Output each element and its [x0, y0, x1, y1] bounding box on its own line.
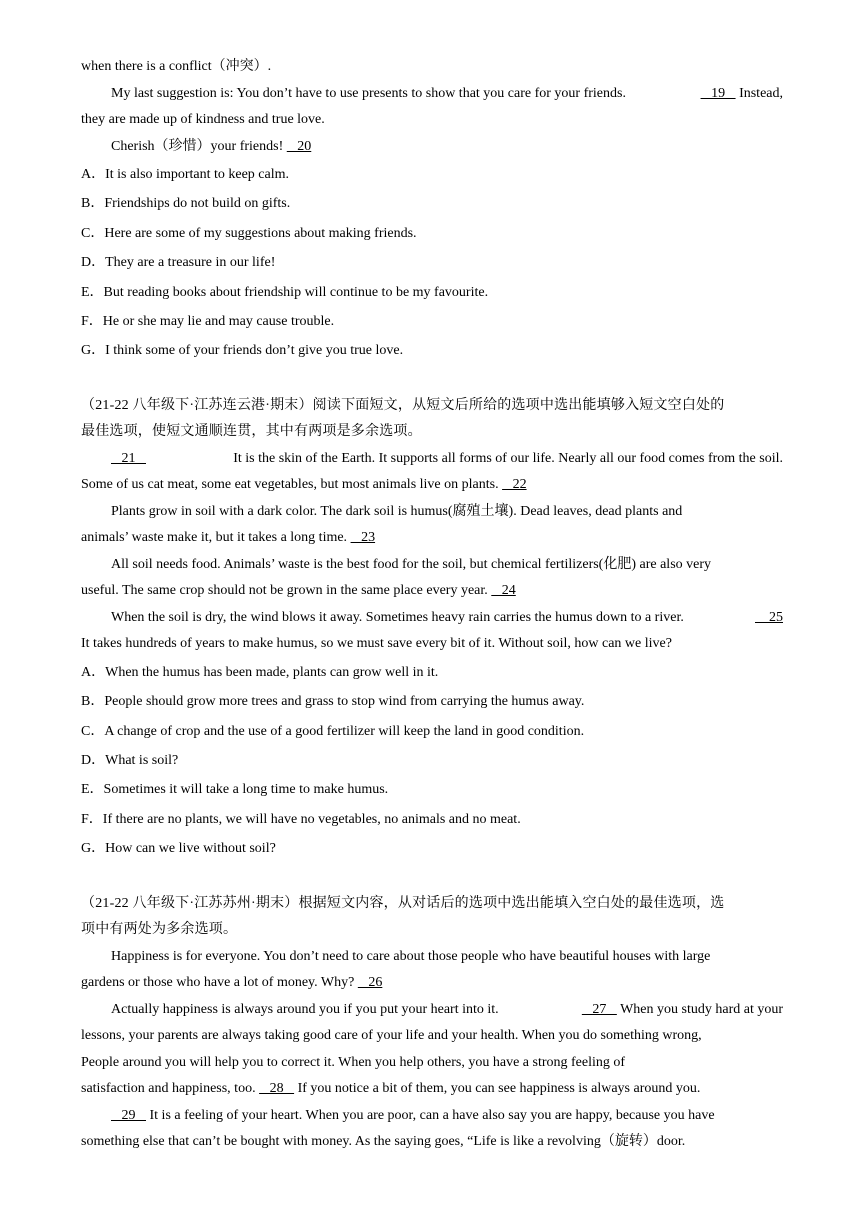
option-item: E．But reading books about friendship will continue to be my favourite.	[81, 284, 489, 300]
text-span: Instead,	[735, 85, 783, 101]
blank-22[interactable]: 22	[502, 477, 527, 493]
text-span	[582, 997, 783, 1024]
text-span: It is the skin of the Earth. It supports all forms of our life. Nearly all our food comes from the soil.	[233, 450, 783, 466]
paragraph-line	[81, 134, 783, 161]
blank-20[interactable]: 20	[286, 138, 312, 154]
option-item: C．A change of crop and the use of a good fertilizer will keep the land in good condition.	[81, 723, 585, 739]
paragraph-line	[81, 1103, 783, 1130]
paragraph-line: People around you will help you to correct it. When you help others, you have a strong feeling of	[81, 1054, 626, 1070]
blank-28[interactable]: 28	[259, 1081, 295, 1097]
paragraph-line	[81, 525, 783, 552]
paragraph-line: Plants grow in soil with a dark color. The dark soil is humus(腐殖土壤). Dead leaves, dead plants and	[111, 503, 683, 519]
question-header: 项中有两处为多余选项。	[81, 922, 238, 938]
paragraph-line: something else that can’t be bought with money. As the saying goes, “Life is like a revolving（旋转）door.	[81, 1134, 686, 1150]
option-item: F．If there are no plants, we will have no vegetables, no animals and no meat.	[81, 811, 521, 827]
option-item: B．People should grow more trees and grass to stop wind from carrying the humus away.	[81, 694, 585, 710]
section-gap	[81, 366, 783, 393]
option-item: G．I think some of your friends don’t give you true love.	[81, 343, 404, 359]
paragraph-continuation: when there is a conflict（冲突）.	[81, 59, 272, 74]
paragraph-line: they are made up of kindness and true love.	[81, 112, 325, 127]
option-item: B．Friendships do not build on gifts.	[81, 196, 291, 212]
blank-21[interactable]: 21	[111, 450, 146, 466]
text-span: When the soil is dry, the wind blows it away. Sometimes heavy rain carries the humus down to a river.	[111, 609, 684, 625]
paragraph-line	[81, 578, 783, 605]
blank-23[interactable]: 23	[350, 530, 376, 546]
blank-24[interactable]: 24	[491, 583, 516, 599]
option-item: F．He or she may lie and may cause trouble.	[81, 314, 335, 330]
blank-26[interactable]: 26	[357, 975, 383, 991]
paragraph-line	[81, 605, 783, 632]
text-span: It is a feeling of your heart. When you are poor, can a have also say you are happy, because you have	[146, 1107, 715, 1123]
text-span: Cherish（珍惜）your friends!	[111, 138, 287, 154]
paragraph-line	[81, 970, 783, 997]
blank-19[interactable]: 19	[700, 85, 736, 101]
text-span: If you notice a bit of them, you can see happiness is always around you.	[294, 1081, 701, 1097]
question-header: （21-22 八年级下·江苏连云港·期末）阅读下面短文，从短文后所给的选项中选出能填够入短文空白处的	[81, 397, 725, 413]
text-span	[111, 446, 146, 473]
text-span: useful. The same crop should not be grown in the same place every year.	[81, 583, 492, 599]
option-item: G．How can we live without soil?	[81, 841, 276, 857]
paragraph-line: It takes hundreds of years to make humus, so we must save every bit of it. Without soil, how can we live?	[81, 636, 672, 652]
text-span: animals’ waste make it, but it takes a long time.	[81, 530, 351, 546]
option-list	[81, 160, 783, 366]
blank-25[interactable]: 25	[755, 609, 783, 625]
text-span: gardens or those who have a lot of money. Why?	[81, 975, 358, 991]
text-span: Some of us cat meat, some eat vegetables, but most animals live on plants.	[81, 477, 503, 493]
paragraph-line: All soil needs food. Animals’ waste is the best food for the soil, but chemical fertilizers(化肥) are also very	[111, 556, 712, 572]
blank-27[interactable]: 27	[581, 1001, 617, 1017]
text-span: satisfaction and happiness, too.	[81, 1081, 260, 1097]
option-item: A．When the humus has been made, plants can grow well in it.	[81, 664, 439, 680]
text-span: Actually happiness is always around you if you put your heart into it.	[111, 1001, 499, 1017]
text-span: When you study hard at your	[616, 1001, 783, 1017]
section-gap	[81, 864, 783, 891]
paragraph-line	[81, 1076, 783, 1103]
option-item: D．What is soil?	[81, 753, 179, 769]
text-span	[701, 81, 783, 108]
blank-29[interactable]: 29	[111, 1107, 146, 1123]
paragraph-line	[81, 472, 783, 499]
option-item: C．Here are some of my suggestions about making friends.	[81, 225, 417, 241]
option-item: A．It is also important to keep calm.	[81, 167, 290, 182]
paragraph-line	[81, 81, 783, 108]
paragraph-line	[81, 446, 783, 473]
question-header: 最佳选项，使短文通顺连贯，其中有两项是多余选项。	[81, 424, 422, 440]
paragraph-line: lessons, your parents are always taking good care of your life and your health. When you do something wrong,	[81, 1028, 702, 1044]
text-span: My last suggestion is: You don’t have to use presents to show that you care for your friends.	[111, 85, 626, 101]
paragraph-line	[81, 997, 783, 1024]
question-header: （21-22 八年级下·江苏苏州·期末）根据短文内容，从对话后的选项中选出能填入空白处的最佳选项，选	[81, 895, 725, 911]
option-item: E．Sometimes it will take a long time to make humus.	[81, 782, 389, 798]
option-list	[81, 658, 783, 864]
paragraph-line: Happiness is for everyone. You don’t need to care about those people who have beautiful houses with large	[111, 948, 711, 964]
document-page	[81, 54, 783, 1156]
option-item: D．They are a treasure in our life!	[81, 255, 276, 271]
